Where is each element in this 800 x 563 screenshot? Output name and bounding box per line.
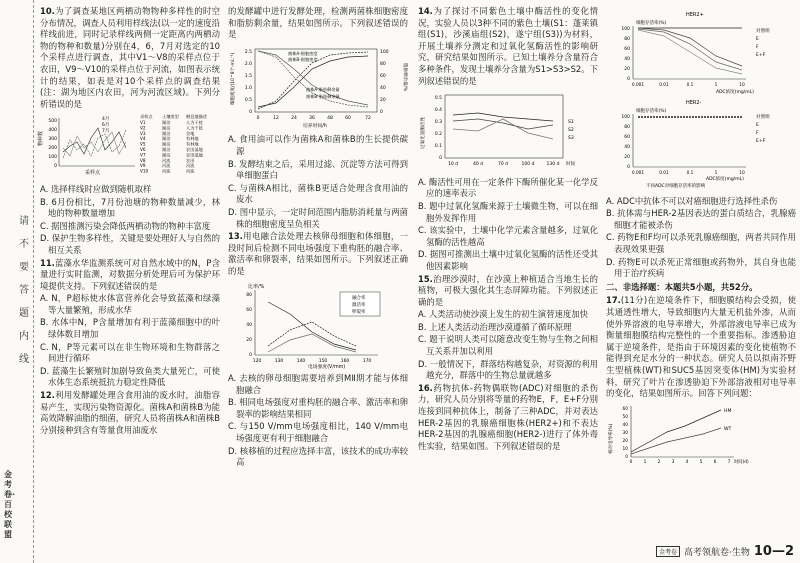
svg-text:6月: 6月 — [102, 123, 110, 129]
svg-text:60: 60 — [622, 406, 628, 412]
q10-option-a: A. 选择样线时应做到随机取样 — [40, 183, 152, 194]
svg-text:时间(d): 时间(d) — [734, 459, 749, 465]
q10-table-cell: V3 — [140, 131, 146, 137]
q15-option-d: D. 一般情况下，群落结构越复杂，对资源的利用越充分，群落中的生物总量就越多 — [418, 358, 598, 381]
svg-text:培养时间/h: 培养时间/h — [303, 123, 327, 129]
q16-option-c: C. 药物E和F均可以杀死乳腺癌细胞，两者共同作用表现效果更强 — [606, 232, 796, 254]
q12-option-b: B. 发酵结束之后，采用过滤、沉淀等方法可得到单细胞蛋白 — [228, 158, 408, 181]
q10-option-d: D. 保护生物多样性，关键是要处理好人与自然的相互关系 — [40, 233, 220, 255]
svg-text:0: 0 — [54, 164, 57, 170]
q10-table-cell: 人为干扰 — [186, 120, 203, 126]
footer-title: 高考领航卷·生物 — [683, 548, 750, 558]
figure-q14 — [418, 89, 598, 175]
svg-text:细胞存活率(%): 细胞存活率(%) — [636, 21, 667, 26]
q10-table-cell: V7 — [140, 152, 146, 158]
svg-text:0.2: 0.2 — [434, 132, 442, 138]
q15-option-c: C. 题干说明人类可以随意改变生物与生物之间相互关系并加以利用 — [418, 334, 598, 357]
q11-option-a: A. N，P超标使水体富营养化会导致蓝藻和绿藻等大量繁殖，形成水华 — [40, 293, 220, 315]
svg-text:80: 80 — [624, 37, 630, 42]
svg-text:HM: HM — [724, 408, 732, 414]
svg-text:菌株A-细胞密度: 菌株A-细胞密度 — [288, 50, 318, 56]
q10-table-cell: 河流 — [162, 158, 171, 164]
column-3 — [418, 6, 598, 453]
q10-table-cell: V1 — [140, 120, 146, 126]
svg-text:60: 60 — [345, 115, 351, 121]
svg-text:0: 0 — [380, 109, 383, 115]
svg-text:70 d: 70 d — [497, 162, 509, 168]
svg-text:0.5: 0.5 — [244, 97, 252, 103]
q17-chart — [606, 402, 756, 468]
svg-text:采样点: 采样点 — [85, 170, 101, 177]
q13-chart — [228, 280, 408, 368]
svg-text:0: 0 — [625, 454, 628, 460]
svg-text:30: 30 — [622, 430, 628, 436]
svg-text:对照组: 对照组 — [756, 115, 770, 120]
section-heading: 二、非选择题：本题共5小题，共52分。 — [606, 281, 758, 292]
q10-table-cell: 湖泊 — [162, 147, 171, 153]
figure-q17 — [606, 402, 796, 472]
svg-text:40: 40 — [622, 422, 628, 428]
q10-table-cell: V2 — [140, 125, 146, 131]
svg-text:0.1: 0.1 — [434, 144, 442, 150]
footer-badge: 金考卷 — [656, 546, 680, 557]
svg-text:0.3: 0.3 — [434, 120, 442, 126]
svg-text:40: 40 — [624, 57, 630, 62]
svg-text:过氧化氢酶活性: 过氧化氢酶活性 — [421, 116, 426, 150]
column-2 — [228, 6, 408, 470]
svg-text:20: 20 — [624, 155, 630, 160]
svg-text:400: 400 — [48, 128, 57, 134]
svg-text:6: 6 — [713, 459, 717, 465]
binding-margin — [0, 0, 34, 563]
q10-option-c: C. 据图推测污染会降低两栖动物的物种丰富度 — [40, 220, 211, 231]
svg-text:160: 160 — [340, 358, 350, 364]
q10-table-cell: V8 — [140, 158, 146, 164]
svg-text:130 d: 130 d — [546, 162, 560, 168]
svg-text:E: E — [756, 123, 759, 128]
q11-option-c: C. N，P等元素可以在非生物环境和生物群落之间进行循环 — [40, 341, 220, 364]
svg-text:0.01: 0.01 — [659, 171, 669, 176]
svg-text:HER2-: HER2- — [686, 100, 702, 106]
svg-text:融合率: 融合率 — [352, 295, 366, 301]
q10-table-cell: 农田湿地 — [186, 147, 203, 153]
svg-text:130: 130 — [274, 358, 284, 364]
svg-text:48: 48 — [327, 115, 333, 121]
q14-option-d: D. 据图可推测出土壤中过氧化氢酶的活性还受其他因素影响 — [418, 249, 598, 271]
svg-text:0.001: 0.001 — [631, 83, 645, 88]
q10-table-cell: V9 — [140, 163, 146, 169]
question-17: 17.(11分)在逆境条件下，细胞膜结构会受损，使其通透性增大，导致细胞内大量无机盐外渗，从而使外界溶液的电导率增大，外部溶液电导率已成为衡量细胞膜结构完整性的一个重要指标。渗透胁迫属于逆境条件，是指由于环境因素的变化使植物不能得到充足水分的一种状态。研究人员以拟南芥野生型植株(WT)和SUC5基因突变体(HM)为实验材料，研究了叶片在渗透胁迫下外部溶液相对电导率的变化，结果如图所示。回答下列问题： — [606, 295, 796, 399]
svg-text:0: 0 — [627, 77, 630, 82]
svg-text:20: 20 — [380, 97, 386, 103]
svg-text:卵裂率: 卵裂率 — [352, 309, 366, 315]
svg-text:60: 60 — [624, 135, 630, 140]
q12-option-d: D. 图中显示，一定时间范围内脂肪消耗量与两菌株的细胞密度呈负相关 — [228, 206, 408, 229]
question-15: 15.治理沙漠时，在沙漠上种植适合当地生长的植物，可极大强化其生态屏障功能。下列叙述正确的是 — [418, 273, 598, 307]
svg-text:0: 0 — [629, 459, 633, 465]
svg-text:20: 20 — [246, 337, 252, 343]
q13-option-d: D. 核移植的过程应选择丰富，该技术的成功率较高 — [228, 445, 408, 468]
svg-text:170: 170 — [362, 358, 372, 364]
svg-text:ADC浓度(mg/mL): ADC浓度(mg/mL) — [706, 177, 744, 182]
svg-text:1: 1 — [643, 459, 647, 465]
svg-text:E+F: E+F — [756, 53, 766, 58]
svg-text:7: 7 — [727, 459, 731, 465]
q10-table-cell: 有林地 — [186, 141, 199, 147]
svg-text:40: 40 — [624, 145, 630, 150]
page-footer — [656, 544, 794, 559]
q14-option-b: B. 题中过氧化氢酶来源于土壤微生物，可以在细胞外发挥作用 — [418, 200, 598, 223]
q10-table-cell: 有林地 — [186, 136, 199, 142]
q10-table-cell: 湖泊 — [162, 120, 171, 126]
svg-text:0.001: 0.001 — [631, 171, 645, 176]
margin-brand: 金考卷·百校联盟 — [4, 470, 16, 539]
q10-table-cell: 农田 — [186, 158, 195, 164]
q13-option-a: A. 去核的卵母细胞需要培养到MⅡ期才能与体细胞融合 — [228, 373, 408, 395]
figure-q13 — [228, 280, 408, 372]
svg-text:激活率: 激活率 — [352, 302, 366, 308]
svg-text:时间: 时间 — [566, 162, 575, 168]
svg-text:0.1: 0.1 — [686, 171, 694, 176]
q10-table-header: 采样点 — [140, 114, 153, 120]
q10-table-cell: 河流 — [186, 168, 195, 174]
svg-text:10: 10 — [622, 446, 628, 452]
svg-text:10 d: 10 d — [447, 162, 459, 168]
q10-table-header: 土壤类型 — [162, 114, 179, 120]
question-10: 10.为了调查某地区两栖动物物种多样性的时空分布情况，调查人员利用样线法(以一定的速度沿样线前进，同时记录样线两侧一定距离内两栖动物的物种和数量)分别在4，6，7月对选定的10个采样点进行调查，其中V1～V8的采样点位于农田，V9～V10的采样点位于河流，如图表示统计的结果，如表是对10个采样点的调查结果(注：湖为地区内农田，河为河流区域)。下列分析错误的是 — [40, 6, 220, 109]
svg-text:80: 80 — [246, 292, 252, 298]
q10-table-cell: 河流 — [162, 163, 171, 169]
svg-text:0: 0 — [249, 352, 252, 358]
q16-option-a: A. ADC中抗体不可以对癌细胞进行选择性杀伤 — [606, 195, 778, 206]
svg-text:24: 24 — [291, 115, 297, 121]
svg-text:F: F — [756, 45, 759, 50]
page-number: 10—2 — [753, 544, 794, 559]
q10-table-cell: V10 — [140, 168, 149, 174]
q13-option-b: B. 相同电场强度对重构胚的融合率、激活率和卵裂率的影响结果相同 — [228, 397, 408, 419]
svg-text:E: E — [756, 37, 759, 42]
svg-text:60: 60 — [624, 47, 630, 52]
svg-text:300: 300 — [48, 137, 57, 143]
figure-q16 — [606, 8, 796, 194]
svg-text:150: 150 — [318, 358, 328, 364]
svg-text:50: 50 — [622, 414, 628, 420]
svg-text:40: 40 — [246, 322, 252, 328]
svg-text:S2: S2 — [568, 128, 574, 134]
svg-text:1: 1 — [714, 171, 718, 176]
q12-option-a: A. 食用油可以作为菌株A和菌株B的生长提供碳源 — [228, 134, 408, 156]
svg-text:0.4: 0.4 — [434, 108, 442, 114]
q16-charts — [606, 8, 796, 190]
svg-text:3: 3 — [671, 459, 675, 465]
svg-text:200: 200 — [48, 146, 57, 152]
svg-text:细胞密度/(10^8个·mL⁻¹): 细胞密度/(10^8个·mL⁻¹) — [231, 52, 236, 105]
svg-text:菌株B-细胞密度: 菌株B-细胞密度 — [288, 56, 318, 62]
svg-text:4月: 4月 — [102, 117, 110, 123]
svg-text:1.0: 1.0 — [244, 85, 252, 91]
svg-text:1.5: 1.5 — [244, 73, 252, 79]
svg-text:E+F: E+F — [756, 139, 766, 144]
q10-table-cell: V5 — [140, 141, 146, 147]
svg-text:80: 80 — [380, 61, 386, 67]
q15-option-b: B. 上述人类活动治理沙漠遵循了循环原理 — [418, 321, 572, 332]
svg-text:140: 140 — [296, 358, 306, 364]
svg-text:0: 0 — [627, 165, 630, 170]
q12-option-c: C. 与菌株A相比，菌株B更适合处理含食用油的废水 — [228, 182, 408, 205]
q10-table — [140, 113, 208, 175]
svg-text:40: 40 — [380, 85, 386, 91]
q10-table-cell: 湖泊 — [162, 141, 171, 147]
svg-text:S3: S3 — [568, 136, 574, 142]
svg-text:电场强度(V/mm): 电场强度(V/mm) — [308, 364, 346, 370]
svg-text:相对电导率(%): 相对电导率(%) — [609, 423, 614, 454]
svg-text:0.01: 0.01 — [659, 83, 669, 88]
question-11: 11.蓝藻水华监测系统可对自然水域中的N，P含量进行实时监测，对数据分析处理后可为保护环境提供支持。下列叙述错误的是 — [40, 257, 220, 291]
svg-text:7月: 7月 — [102, 129, 110, 135]
svg-text:2.0: 2.0 — [244, 61, 252, 67]
q10-table-cell: V6 — [140, 147, 146, 153]
q10-table-cell: 河流 — [162, 168, 171, 174]
figure-q12 — [228, 43, 408, 133]
svg-text:HER2+: HER2+ — [686, 12, 704, 18]
svg-text:12: 12 — [273, 115, 279, 121]
svg-text:0: 0 — [439, 156, 442, 162]
svg-text:脂肪剩余量/%: 脂肪剩余量/% — [402, 62, 407, 92]
svg-text:0: 0 — [249, 109, 252, 115]
svg-text:F: F — [756, 131, 759, 136]
q10-table-header: 栖息地描述 — [186, 114, 207, 120]
svg-text:1: 1 — [714, 83, 718, 88]
svg-text:不同ADC对细胞存活率的影响: 不同ADC对细胞存活率的影响 — [646, 184, 706, 189]
svg-text:100: 100 — [48, 155, 57, 161]
question-13: 13.用电融合法处理去核卵母细胞和体细胞，一段时间后检测不同电场强度下重构胚的融合率、激活率和卵裂率，结果如图所示。下列叙述正确的是 — [228, 231, 408, 276]
q14-chart — [418, 89, 598, 171]
svg-text:20: 20 — [624, 67, 630, 72]
svg-text:物种数: 物种数 — [38, 131, 44, 147]
svg-text:0.1: 0.1 — [686, 83, 694, 88]
svg-text:WT: WT — [724, 426, 732, 432]
svg-text:80: 80 — [624, 125, 630, 130]
svg-text:60: 60 — [380, 73, 386, 79]
svg-text:10: 10 — [739, 171, 745, 176]
svg-text:100: 100 — [621, 27, 630, 32]
svg-text:60: 60 — [246, 307, 252, 313]
margin-warning: 请 不 要 答 题 内 线 — [19, 216, 29, 365]
svg-text:100: 100 — [621, 115, 630, 120]
figure-q10 — [40, 112, 220, 182]
svg-text:0: 0 — [256, 115, 260, 121]
q10-table-cell: 人为干扰 — [186, 125, 203, 131]
q10-table-cell: 湖泊 — [162, 136, 171, 142]
column-1 — [40, 6, 220, 437]
svg-text:细胞存活率(%): 细胞存活率(%) — [636, 109, 667, 114]
svg-text:对照组: 对照组 — [756, 29, 770, 34]
svg-text:36: 36 — [309, 115, 315, 121]
question-16: 16.药物抗体-药物偶联物(ADC)对细胞的杀伤力，研究人员分别将等量的药物E，F，E+F分别连接到同种抗体上，制备了三种ADC，并对表达HER-2基因的乳腺癌细胞株(HER2+)和不表达HER-2基因的乳腺癌细胞(HER2-)进行了体外毒性实验，结果如图。下列叙述错误的是 — [418, 382, 598, 451]
q16-option-b: B. 抗体需与HER-2基因表达的蛋白质结合，乳腺癌细胞才能被杀伤 — [606, 208, 796, 230]
svg-text:20: 20 — [622, 438, 628, 444]
svg-text:100: 100 — [380, 49, 389, 55]
svg-text:120: 120 — [252, 358, 262, 364]
svg-text:ADC浓度(mg/mL): ADC浓度(mg/mL) — [716, 90, 754, 95]
svg-text:72: 72 — [365, 115, 371, 121]
q10-table-cell: 河流 — [186, 163, 195, 169]
column-4 — [606, 6, 796, 473]
question-14: 14.为了探讨不同紫色土壤中酶活性的变化情况，实验人员以3种不同的紫色土壤(S1：蓬莱镇组(S1)，沙溪庙组(S2)，遂宁组(S3))为材料，开展土壤养分测定和过氧化氢酶活性的影响研究，研究结果如图所示。已知土壤养分含量符合多种条件，发现土壤养分含量为S1>S3>S2。下列叙述错误的是 — [418, 6, 598, 86]
svg-text:菌株A-脂肪剩余量: 菌株A-脂肪剩余量 — [306, 86, 340, 92]
q10-table-cell: 湖泊 — [162, 152, 171, 158]
svg-text:100 d: 100 d — [521, 162, 535, 168]
svg-text:S1: S1 — [568, 120, 574, 126]
svg-text:500: 500 — [48, 119, 57, 125]
q10-option-b: B. 6月份相比，7月份池塘的物种数量减少，林地的物种数量增加 — [40, 196, 220, 219]
question-12-continued: 的发酵罐中进行发酵处理，检测两菌株细胞密度和脂肪剩余量，结果如图所示。下列叙述错误的是 — [228, 6, 408, 40]
svg-text:0.5: 0.5 — [434, 96, 442, 102]
q14-option-c: C. 该实验中，土壤中化学元素含量越多，过氧化氢酶的活性越高 — [418, 225, 598, 247]
q16-option-d: D. 药物E可以杀死正常细胞或药物外，其自身也能用于治疗疾病 — [606, 256, 796, 279]
svg-text:10: 10 — [739, 83, 745, 88]
q10-table-cell: 湖泊 — [162, 125, 171, 131]
q14-option-a: A. 酶活性可用在一定条件下酶所催化某一化学反应的速率表示 — [418, 176, 598, 199]
q10-table-cell: 谷地 — [186, 131, 195, 137]
q13-option-c: C. 与150 V/mm电场强度相比，140 V/mm电场强度更有利于细胞融合 — [228, 421, 408, 444]
svg-text:2.5: 2.5 — [244, 49, 252, 55]
q10-table-cell: V4 — [140, 136, 146, 142]
svg-text:菌株B-脂肪剩余量: 菌株B-脂肪剩余量 — [306, 93, 340, 99]
q10-table-cell: 农田湿地 — [186, 152, 203, 158]
q12-chart — [228, 43, 408, 129]
question-12: 12.利用发酵罐处理含食用油的废水时，油脂容易产生，实现污染物资源化。菌株A和菌株B为能高效降解油脂的细菌，研究人员将菌株A和菌株B分别接种到含有等量食用油废水 — [40, 390, 220, 435]
svg-text:4: 4 — [685, 459, 689, 465]
q10-chart — [40, 112, 220, 178]
svg-text:5: 5 — [699, 459, 703, 465]
q15-option-a: A. 人类活动使沙漠上发生的初生演替速度加快 — [418, 309, 589, 320]
q10-table-cell: 湖泊 — [162, 131, 171, 137]
q11-option-d: D. 蓝藻生长繁殖时加剧导致鱼类大量死亡，可使水体生态系统抵抗力稳定性降低 — [40, 365, 220, 388]
svg-text:2: 2 — [657, 459, 661, 465]
svg-text:40 d: 40 d — [472, 162, 484, 168]
q11-option-b: B. 水体中N，P含量增加有利于蓝藻细胞中的叶绿体数目增加 — [40, 317, 220, 340]
svg-text:比率/%: 比率/% — [248, 283, 265, 290]
